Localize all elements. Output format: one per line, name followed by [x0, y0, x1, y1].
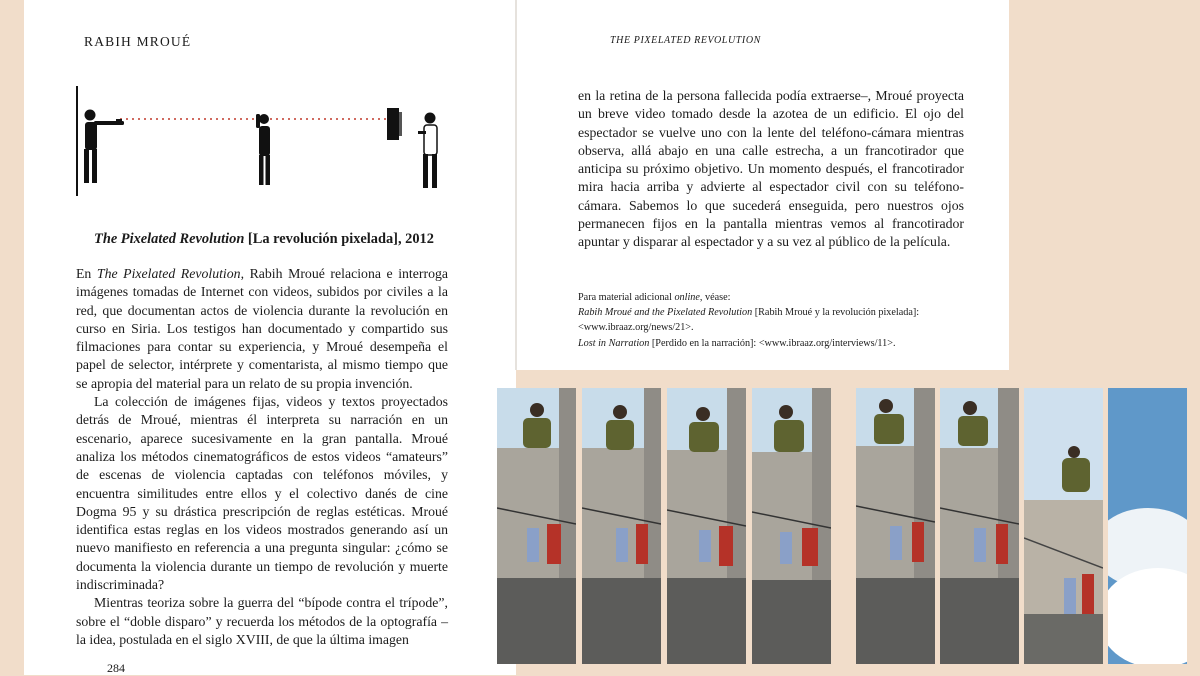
paragraph-1: En The Pixelated Revolution, Rabih Mroué relaciona e interroga imágenes tomadas de Internet con videos, subidos por civiles a la red, que documentan actos de violencia durante la revolución en curso en Siria. Los testigos han documentado y compartido sus filmaciones para contar su experiencia, y Mroué desempeña el papel de selector, intérprete y comentarista, al mismo tiempo que se apropia del material para un relato de su propia invención.	[76, 266, 448, 391]
running-header-left: RABIH MROUÉ	[84, 34, 192, 49]
middle-figure	[256, 114, 270, 185]
frame-4	[752, 388, 831, 664]
running-header-right: THE PIXELATED REVOLUTION	[610, 35, 761, 46]
frame-1	[497, 388, 576, 664]
ref-1: Rabih Mroué and the Pixelated Revolution [Rabih Mroué y la revolución pixelada]:	[578, 307, 920, 319]
paragraph-2: La colección de imágenes fijas, videos y textos proyectados detrás de Mroué, mientras él interpreta su narración en un escenario, aparece sucesivamente en la gran pantalla. Mroué analiza los métodos cinematográficos de estos videos “amateurs” de escenas de violencia captadas con teléfonos móviles, y encuentra similitudes entre ellos y el colectivo danés de cine Dogma 95 y su drástica prescripción de reglas estéticas. Mroué identifica estas reglas en los videos mostrados generando así un nuevo manifiesto en referencia a una pregunta singular: ¿cómo se documenta la violencia durante un tiempo de revolución y muerte indiscriminada?	[76, 394, 448, 593]
page-number: 284	[107, 661, 125, 675]
ref-2: Lost in Narration [Perdido en la narración]: <www.ibraaz.org/interviews/11>.	[578, 337, 896, 349]
frame-8	[1108, 388, 1187, 664]
right-body-text: en la retina de la persona fallecida podía extraerse–, Mroué proyecta un breve video tomado desde la azotea de un edificio. El ojo del espectador se vuelve uno con la lente del teléfono-cámara mientras observa, allá abajo en una calle estrecha, a un francotirador que anticipa su próximo objetivo. Un momento después, el francotirador mira hacia arriba y advierte al espectador civil con su teléfono-cámara. Sabemos lo que sucederá enseguida, pero nuestros ojos permanecen fijos en la pantalla mientras vemos al francotirador apuntar y disparar al espectador y a su vez al público de la película.	[578, 88, 964, 250]
additional-material	[578, 290, 978, 351]
camera-box	[387, 108, 402, 140]
left-body-text	[76, 265, 448, 649]
aiming-figure	[84, 110, 124, 184]
right-figure	[418, 113, 437, 189]
frame-5	[856, 388, 935, 664]
figure-caption: The Pixelated Revolution [La revolución pixelada], 2012	[94, 231, 434, 247]
paragraph-3: Mientras teoriza sobre la guerra del “bípode contra el trípode”, sobre el “doble disparo” y recuerda los métodos de la optografía –la idea, postulada en el siglo XVIII, de que la última imagen	[76, 595, 448, 647]
frame-3	[667, 388, 746, 664]
ref-1-url: <www.ibraaz.org/news/21>.	[578, 322, 694, 334]
frame-7	[1024, 388, 1103, 664]
frame-2	[582, 388, 661, 664]
frame-6	[940, 388, 1019, 664]
sniper-diagram	[76, 86, 456, 198]
book-spine	[515, 0, 517, 370]
refs-intro: Para material adicional online, véase:	[578, 292, 731, 303]
